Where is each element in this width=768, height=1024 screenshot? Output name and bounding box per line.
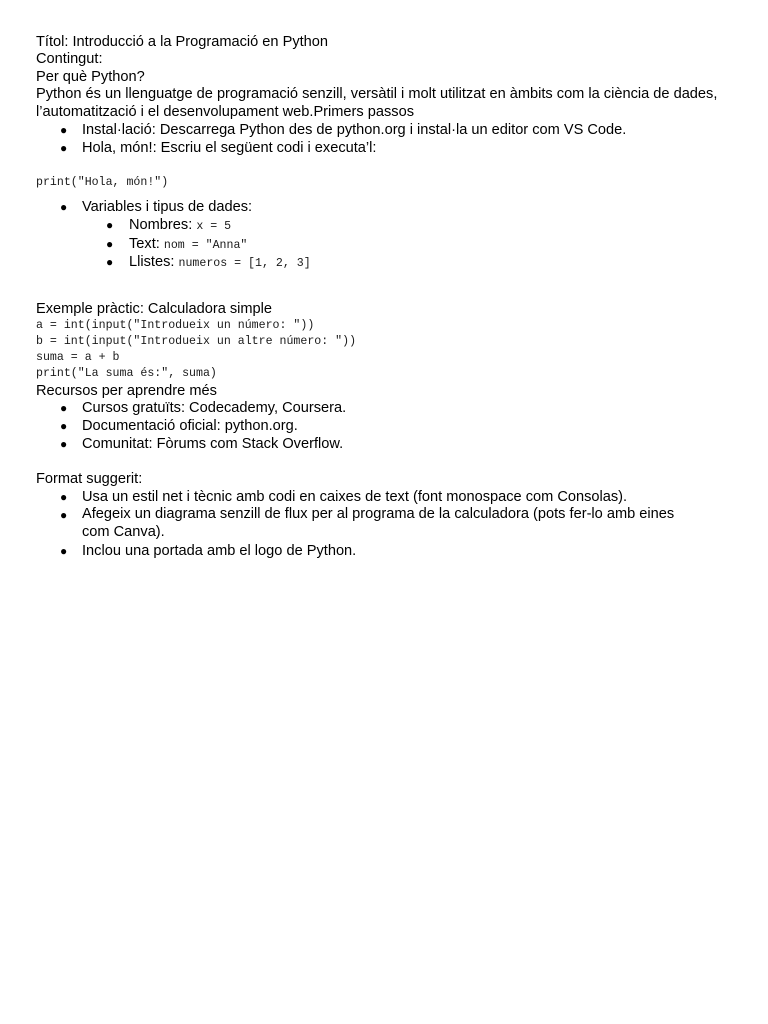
bullet-icon: ● (106, 218, 114, 232)
type-code: x = 5 (196, 220, 232, 233)
list-item-text: Instal·lació: Descarrega Python des de python.org i instal·la un editor com VS Code. (82, 122, 627, 138)
why-paragraph: Python és un llenguatge de programació senzill, versàtil i molt utilitzat en àmbits com la ciència de dades, l’automatització i el desenvolupament web.Primers passos (36, 86, 718, 120)
list-item-text: Usa un estil net i tècnic amb codi en caixes de text (font monospace com Consolas). (82, 489, 628, 505)
sub-list-item-content (129, 216, 231, 236)
bullet-icon: ● (106, 237, 114, 251)
bullet-icon: ● (60, 401, 68, 415)
format-heading: Format suggerit: (36, 471, 143, 487)
list-item-text: Cursos gratuïts: Codecademy, Coursera. (82, 400, 347, 416)
list-item (36, 506, 736, 542)
list-item-text: Hola, món!: Escriu el següent codi i executa’l: (82, 140, 377, 156)
type-code: nom = "Anna" (163, 239, 248, 252)
code-line: print("La suma és:", suma) (36, 367, 217, 380)
code-line: b = int(input("Introdueix un altre número: ")) (36, 335, 357, 348)
code-line: a = int(input("Introdueix un número: ")) (36, 319, 315, 332)
list-item-text: Variables i tipus de dades: (82, 199, 253, 215)
bullet-icon: ● (60, 437, 68, 451)
type-label: Llistes: (129, 254, 179, 270)
content-label: Contingut: (36, 51, 103, 67)
code-line: suma = a + b (36, 351, 120, 364)
bullet-icon: ● (60, 544, 68, 558)
bullet-icon: ● (60, 490, 68, 504)
bullet-icon: ● (60, 419, 68, 433)
list-item-text: Afegeix un diagrama senzill de flux per al programa de la calculadora (pots fer-lo amb eines com Canva). (82, 506, 675, 540)
type-label: Text: (129, 236, 164, 252)
bullet-icon: ● (60, 141, 68, 155)
sub-list-item-content (129, 235, 247, 255)
list-item-text: Documentació oficial: python.org. (82, 418, 298, 434)
type-code: numeros = [1, 2, 3] (178, 257, 311, 270)
example-heading: Exemple pràctic: Calculadora simple (36, 301, 273, 317)
list-item-text: Inclou una portada amb el logo de Python. (82, 543, 357, 559)
hello-code: print("Hola, món!") (36, 176, 169, 189)
bullet-icon: ● (60, 508, 68, 522)
bullet-icon: ● (106, 255, 114, 269)
type-label: Nombres: (129, 217, 197, 233)
bullet-icon: ● (60, 123, 68, 137)
list-item-text: Comunitat: Fòrums com Stack Overflow. (82, 436, 344, 452)
title-line: Títol: Introducció a la Programació en Python (36, 34, 329, 50)
resources-heading: Recursos per aprendre més (36, 383, 217, 399)
sub-list-item-content (129, 253, 311, 273)
bullet-icon: ● (60, 200, 68, 214)
why-heading: Per què Python? (36, 69, 145, 85)
